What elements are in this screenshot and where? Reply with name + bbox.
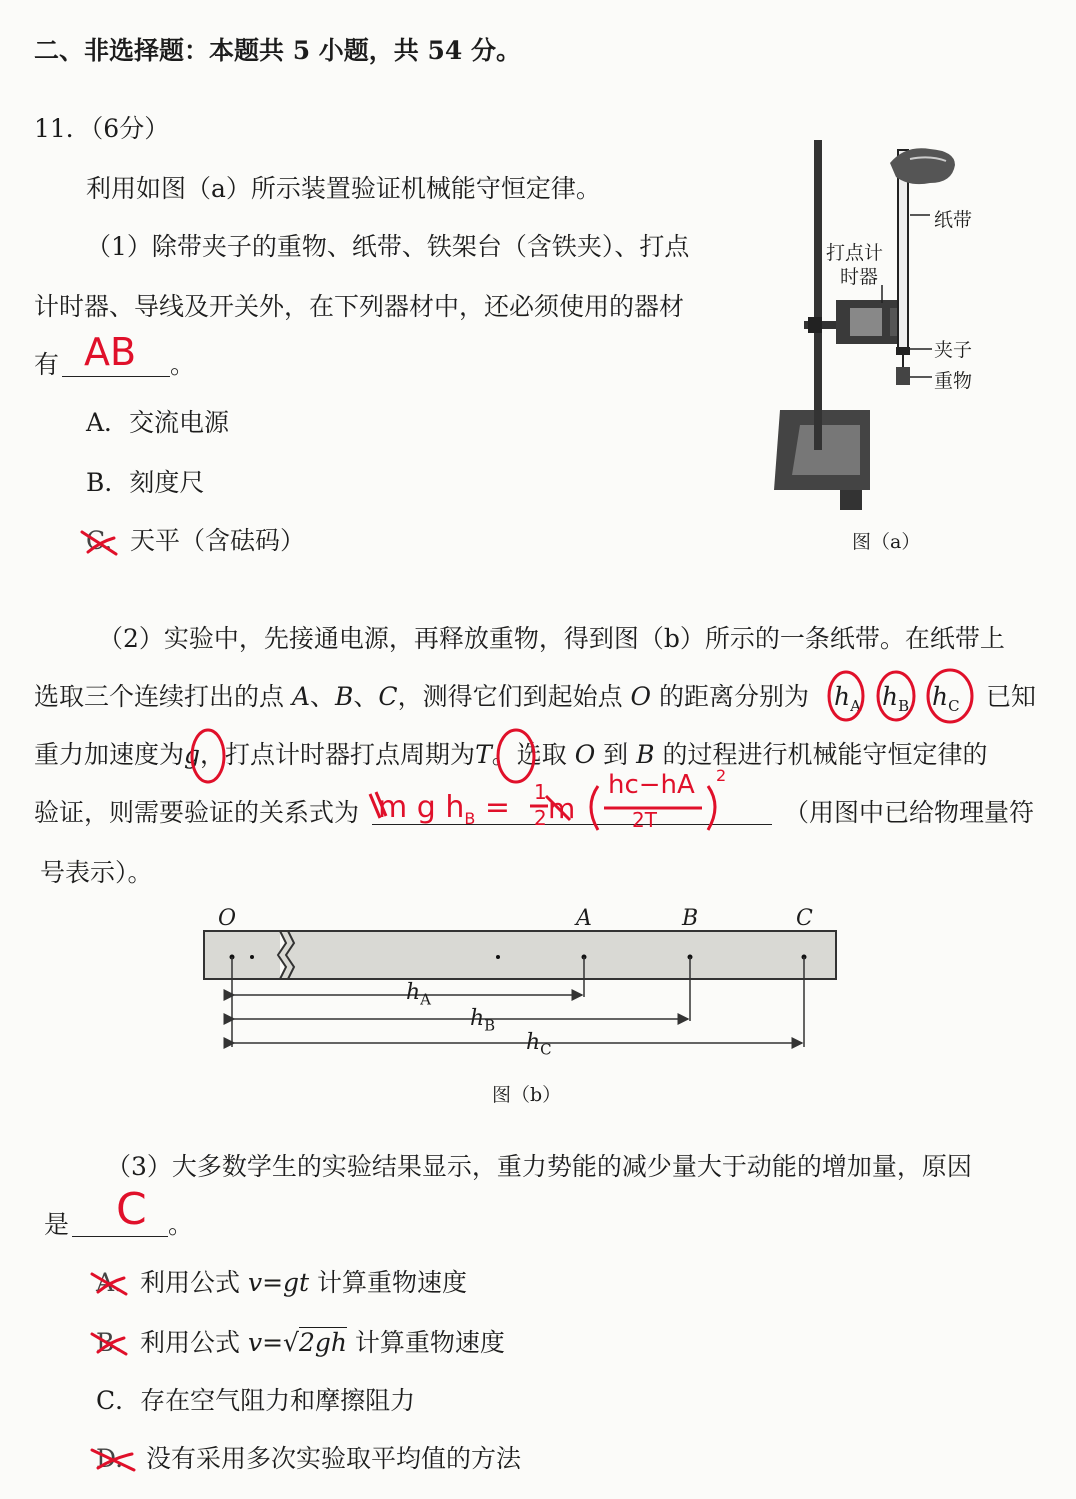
fig-b-point-O: O <box>218 906 237 931</box>
part2-line5: 号表示）。 <box>40 858 153 887</box>
part1-handwritten-answer: AB <box>84 330 137 374</box>
answer-formula-lhs: m g $h_B$ = <box>378 790 511 828</box>
answer-formula-exp: 2 <box>716 766 727 785</box>
part3-line2-prefix: 是 <box>44 1210 70 1239</box>
symbol-hC: $h_C$ <box>932 682 960 715</box>
fig-a-label-weight: 重物 <box>934 370 973 392</box>
symbol-hA: $h_A$ <box>834 682 861 715</box>
part3-handwritten-answer: C <box>116 1184 147 1235</box>
part3-option-b-mark: B. <box>96 1328 123 1357</box>
part2-line4-b: （用图中已给物理量符 <box>784 798 1035 827</box>
option-a-strike-mark <box>90 1268 130 1298</box>
part1-option-b: B．刻度尺 <box>86 468 205 497</box>
part3-option-d: 没有采用多次实验取平均值的方法 <box>146 1444 522 1473</box>
fig-b-dim-hB: $h_B$ <box>470 1006 496 1035</box>
figure-b-caption: 图（b） <box>492 1084 562 1106</box>
fig-a-label-clip: 夹子 <box>934 339 973 361</box>
figure-a-apparatus <box>770 135 973 520</box>
question-number: 11．（6分） <box>34 114 170 143</box>
part3-option-a: 利用公式 v=gt 计算重物速度 <box>140 1268 468 1297</box>
part3-answer-blank <box>72 1236 168 1237</box>
answer-formula-m: m <box>548 792 576 825</box>
part3-option-c: C．存在空气阻力和摩擦阻力 <box>96 1386 416 1415</box>
fig-b-dim-hA: $h_A$ <box>406 980 432 1009</box>
part3-option-d-mark: D. <box>96 1444 124 1473</box>
part3-line1: （3）大多数学生的实验结果显示，重力势能的减少量大于动能的增加量，原因 <box>106 1152 972 1181</box>
part1-line3-prefix: 有 <box>34 350 60 379</box>
part1-line3-suffix: 。 <box>170 350 196 379</box>
option-d-strike-mark <box>90 1444 140 1474</box>
fig-b-point-A: A <box>576 906 592 931</box>
part3-option-a-mark: A. <box>96 1268 123 1297</box>
answer-formula-half-num: 1 <box>534 780 547 804</box>
part1-option-c: 天平（含砝码） <box>130 526 306 555</box>
fig-a-label-timer-1: 打点计 <box>826 242 884 264</box>
part1-line1: （1）除带夹子的重物、纸带、铁架台（含铁夹）、打点 <box>86 232 690 261</box>
option-b-strike-mark <box>90 1328 130 1358</box>
part2-line2: 选取三个连续打出的点 A、B、C，测得它们到起始点 O 的距离分别为 <box>34 682 809 711</box>
part2-line2-end: 已知 <box>986 682 1037 711</box>
fig-b-point-B: B <box>682 906 699 931</box>
part2-line4-a: 验证，则需要验证的关系式为 <box>34 798 360 827</box>
part3-line2-suffix: 。 <box>168 1210 194 1239</box>
fig-a-label-timer-2: 时器 <box>840 266 879 288</box>
option-c-strike-mark <box>80 528 120 558</box>
part1-option-a: A．交流电源 <box>86 408 230 437</box>
part3-option-b: 利用公式 v=√2gh 计算重物速度 <box>140 1328 505 1357</box>
part1-line2: 计时器、导线及开关外，在下列器材中，还必须使用的器材 <box>34 292 685 321</box>
answer-formula-den: 2T <box>632 808 657 832</box>
symbol-hB: $h_B$ <box>882 682 910 715</box>
figure-a-caption: 图（a） <box>852 531 921 553</box>
section-title: 二、非选择题：本题共 5 小题，共 54 分。 <box>34 36 522 65</box>
part1-option-c-mark: C. <box>86 526 113 555</box>
fig-b-point-C: C <box>796 906 813 931</box>
answer-formula-half-den: 2 <box>534 806 547 830</box>
handwritten-circles-h <box>820 668 980 728</box>
answer-formula-num: hc−hA <box>608 770 695 800</box>
question-intro: 利用如图（a）所示装置验证机械能守恒定律。 <box>86 174 601 203</box>
figure-b-tape-diagram <box>200 905 840 1055</box>
fig-a-label-tape: 纸带 <box>934 209 973 231</box>
part2-line1: （2）实验中，先接通电源，再释放重物，得到图（b）所示的一条纸带。在纸带上 <box>98 624 1005 653</box>
part1-answer-blank <box>62 376 170 377</box>
fig-b-dim-hC: $h_C$ <box>526 1030 552 1059</box>
part2-line3: 重力加速度为g，打点计时器打点周期为T。选取 O 到 B 的过程进行机械能守恒定律的 <box>34 740 988 769</box>
answer-formula-strokes <box>364 770 744 840</box>
